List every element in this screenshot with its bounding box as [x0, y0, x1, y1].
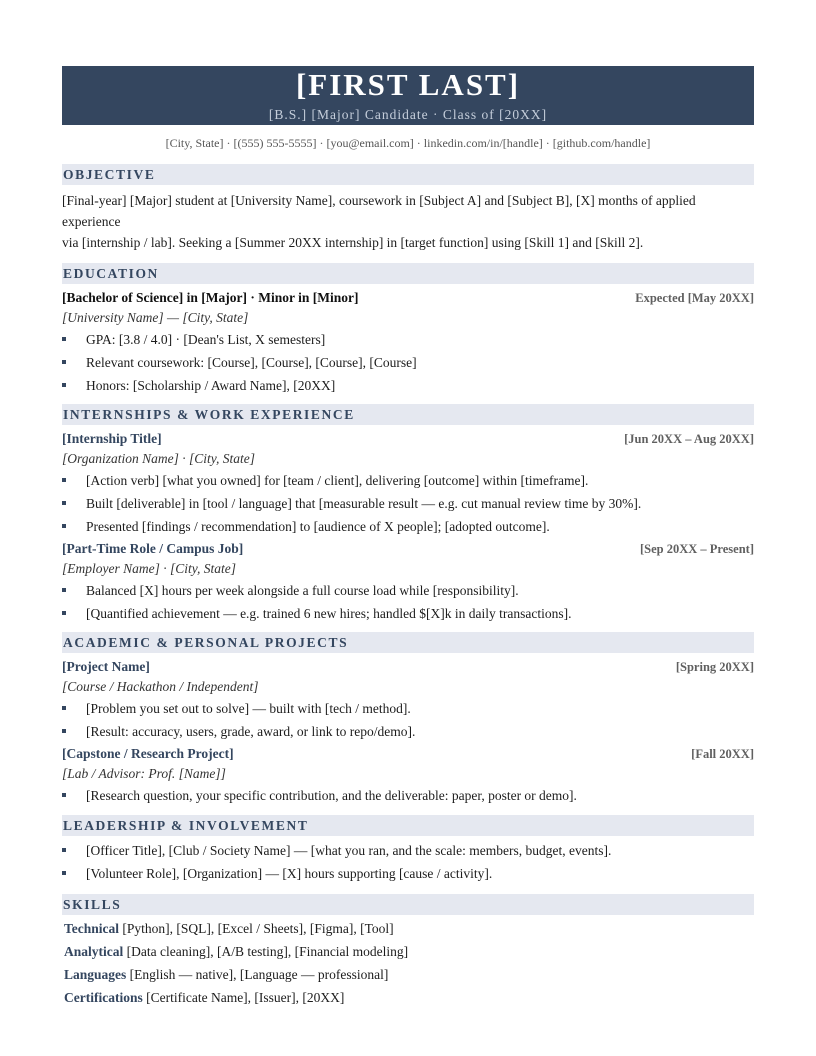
skill-value: [Certificate Name], [Issuer], [20XX] — [146, 990, 345, 1005]
projects-heading: ACADEMIC & PERSONAL PROJECTS — [62, 632, 754, 653]
skill-key: Certifications — [64, 990, 143, 1005]
objective-line: [Final-year] [Major] student at [University Name], coursework in [Subject A] and [Subject B], [X] months of applied experience — [62, 193, 696, 229]
experience-entry — [62, 429, 754, 538]
skill-value: [Data cleaning], [A/B testing], [Financial modeling] — [126, 944, 409, 959]
bullet-icon — [62, 524, 66, 528]
project-bullets — [62, 697, 754, 743]
bullet-icon — [62, 337, 66, 341]
skills-list — [62, 917, 754, 1009]
bullet-icon — [62, 848, 66, 852]
list-item: Balanced [X] hours per week alongside a full course load while [responsibility]. — [62, 579, 754, 602]
skill-row — [62, 940, 754, 963]
skill-value: [Python], [SQL], [Excel / Sheets], [Figma], [Tool] — [122, 921, 394, 936]
bullet-icon — [62, 383, 66, 387]
project-bullets — [62, 784, 754, 807]
objective-line: via [internship / lab]. Seeking a [Summer 20XX internship] in [target function] using [Skill 1] and [Skill 2]. — [62, 235, 644, 250]
list-item: [Result: accuracy, users, grade, award, or link to repo/demo]. — [62, 720, 754, 743]
list-item: Presented [findings / recommendation] to [audience of X people]; [adopted outcome]. — [62, 515, 754, 538]
job-title: [Part-Time Role / Campus Job] — [62, 541, 244, 556]
job-date: [Jun 20XX – Aug 20XX] — [624, 432, 754, 446]
organization-name: [Employer Name] · [City, State] — [62, 561, 236, 576]
bullet-icon — [62, 611, 66, 615]
bullet-icon — [62, 478, 66, 482]
resume-page — [62, 66, 754, 1009]
list-item: Honors: [Scholarship / Award Name], [20XX] — [62, 374, 754, 397]
project-date: [Fall 20XX] — [691, 747, 754, 761]
list-item: [Action verb] [what you owned] for [team / client], delivering [outcome] within [timeframe]. — [62, 469, 754, 492]
education-bullets — [62, 328, 754, 397]
bullet-icon — [62, 729, 66, 733]
education-date: Expected [May 20XX] — [635, 291, 754, 305]
skill-key: Analytical — [64, 944, 124, 959]
candidate-tagline: [B.S.] [Major] Candidate · Class of [20XX] — [268, 107, 548, 122]
degree-title: [Bachelor of Science] in [Major] · Minor in [Minor] — [62, 290, 359, 305]
experience-heading: INTERNSHIPS & WORK EXPERIENCE — [62, 404, 754, 425]
objective-heading: OBJECTIVE — [62, 164, 754, 185]
objective-text — [62, 190, 754, 253]
bullet-icon — [62, 501, 66, 505]
list-item: GPA: [3.8 / 4.0] · [Dean's List, X semesters] — [62, 328, 754, 351]
list-item: [Research question, your specific contribution, and the deliverable: paper, poster or demo]. — [62, 784, 754, 807]
list-item: [Volunteer Role], [Organization] — [X] hours supporting [cause / activity]. — [62, 862, 754, 885]
skill-key: Languages — [64, 967, 127, 982]
project-entry — [62, 744, 754, 807]
skill-key: Technical — [64, 921, 120, 936]
skill-row — [62, 917, 754, 940]
organization-name: [Organization Name] · [City, State] — [62, 451, 256, 466]
bullet-icon — [62, 360, 66, 364]
experience-entry — [62, 539, 754, 625]
list-item: Relevant coursework: [Course], [Course], [Course], [Course] — [62, 351, 754, 374]
list-item: [Problem you set out to solve] — built with [tech / method]. — [62, 697, 754, 720]
list-item: [Officer Title], [Club / Society Name] — [what you ran, and the scale: members, budget, events]. — [62, 839, 754, 862]
bullet-icon — [62, 871, 66, 875]
project-context: [Course / Hackathon / Independent] — [62, 679, 259, 694]
leadership-heading: LEADERSHIP & INVOLVEMENT — [62, 815, 754, 836]
project-entry — [62, 657, 754, 743]
job-bullets — [62, 579, 754, 625]
skills-heading: SKILLS — [62, 894, 754, 915]
leadership-bullets — [62, 839, 754, 885]
skill-row — [62, 986, 754, 1009]
school-name: [University Name] — [City, State] — [62, 310, 249, 325]
bullet-icon — [62, 793, 66, 797]
candidate-name: [FIRST LAST] — [295, 67, 521, 102]
job-title: [Internship Title] — [62, 431, 162, 446]
list-item: Built [deliverable] in [tool / language] that [measurable result — e.g. cut manual review time by 30%]. — [62, 492, 754, 515]
education-heading: EDUCATION — [62, 263, 754, 284]
list-item: [Quantified achievement — e.g. trained 6 new hires; handled $[X]k in daily transactions]. — [62, 602, 754, 625]
skill-row — [62, 963, 754, 986]
bullet-icon — [62, 706, 66, 710]
project-context: [Lab / Advisor: Prof. [Name]] — [62, 766, 226, 781]
skill-value: [English — native], [Language — professional] — [129, 967, 389, 982]
job-date: [Sep 20XX – Present] — [640, 542, 754, 556]
bullet-icon — [62, 588, 66, 592]
project-title: [Capstone / Research Project] — [62, 746, 234, 761]
project-title: [Project Name] — [62, 659, 150, 674]
education-entry — [62, 288, 754, 397]
project-date: [Spring 20XX] — [675, 660, 754, 674]
header-banner — [62, 66, 754, 125]
contact-line: [City, State] · [(555) 555-5555] · [you@email.com] · linkedin.com/in/[handle] · [github.com/handle] — [165, 136, 651, 150]
job-bullets — [62, 469, 754, 538]
